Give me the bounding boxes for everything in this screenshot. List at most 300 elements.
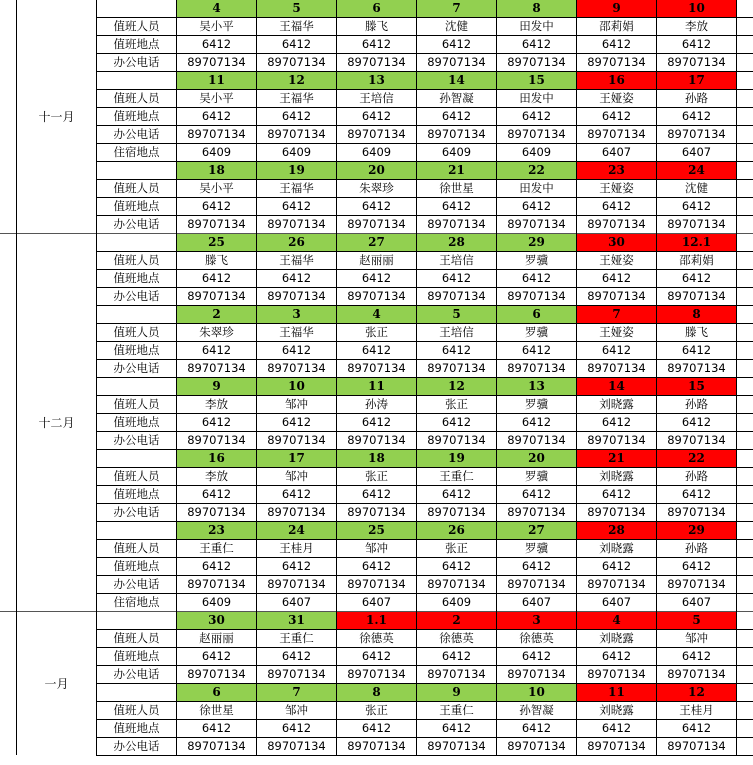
date-header-cell[interactable]: 17: [257, 450, 336, 467]
roster-cell[interactable]: 89707134: [347, 289, 406, 303]
date-header-cell[interactable]: 6: [177, 684, 256, 701]
roster-cell[interactable]: 89707134: [267, 739, 326, 753]
roster-cell[interactable]: 徐德英: [519, 631, 554, 645]
roster-cell[interactable]: 89707134: [267, 577, 326, 591]
roster-cell[interactable]: 张正: [365, 469, 388, 483]
roster-cell[interactable]: 朱翠珍: [359, 181, 394, 195]
roster-cell[interactable]: 王娅姿: [599, 91, 634, 105]
roster-cell[interactable]: 6407: [521, 595, 552, 609]
date-header-cell[interactable]: 6: [497, 306, 576, 323]
roster-cell[interactable]: 6409: [441, 595, 472, 609]
roster-cell[interactable]: 89707134: [587, 667, 646, 681]
roster-cell[interactable]: 89707134: [347, 505, 406, 519]
roster-cell[interactable]: 王福华: [279, 91, 314, 105]
grid-line: [96, 17, 753, 18]
roster-cell[interactable]: 89707134: [507, 739, 566, 753]
date-header-cell[interactable]: 9: [577, 0, 656, 17]
roster-cell[interactable]: 89707134: [267, 505, 326, 519]
roster-cell[interactable]: 赵丽丽: [359, 253, 394, 267]
roster-cell[interactable]: 6412: [681, 343, 712, 357]
date-header-cell[interactable]: 14: [577, 378, 656, 395]
roster-cell[interactable]: 6412: [281, 487, 312, 501]
roster-cell[interactable]: 89707134: [347, 433, 406, 447]
roster-cell[interactable]: 刘晓露: [599, 469, 634, 483]
roster-cell[interactable]: 89707134: [507, 217, 566, 231]
month-label: 十二月: [38, 415, 75, 430]
roster-cell[interactable]: 89707134: [347, 667, 406, 681]
date-header-cell[interactable]: 7: [577, 306, 656, 323]
roster-cell[interactable]: 6407: [601, 595, 632, 609]
roster-cell[interactable]: 孙路: [685, 469, 708, 483]
roster-cell[interactable]: 6412: [201, 199, 232, 213]
roster-cell[interactable]: 6412: [521, 343, 552, 357]
date-header-cell[interactable]: 2: [177, 306, 256, 323]
roster-cell[interactable]: 89707134: [507, 55, 566, 69]
roster-cell[interactable]: 6412: [521, 109, 552, 123]
roster-cell[interactable]: 6412: [361, 649, 392, 663]
roster-cell[interactable]: 6412: [521, 487, 552, 501]
date-header-cell[interactable]: 11: [337, 378, 416, 395]
roster-cell[interactable]: 王重仁: [439, 703, 474, 717]
date-header-cell[interactable]: 8: [497, 0, 576, 17]
roster-cell[interactable]: 89707134: [267, 361, 326, 375]
date-header-cell[interactable]: 3: [497, 612, 576, 629]
roster-cell[interactable]: 刘晓露: [599, 703, 634, 717]
roster-cell[interactable]: 6412: [201, 721, 232, 735]
roster-cell[interactable]: 89707134: [427, 217, 486, 231]
date-header-cell[interactable]: 6: [337, 0, 416, 17]
roster-cell[interactable]: 邹冲: [285, 397, 308, 411]
roster-cell[interactable]: 6412: [601, 559, 632, 573]
roster-cell[interactable]: 罗骥: [525, 253, 548, 267]
date-header-cell[interactable]: 23: [577, 162, 656, 179]
roster-cell[interactable]: 6409: [201, 145, 232, 159]
roster-cell[interactable]: 6412: [521, 415, 552, 429]
roster-cell[interactable]: 89707134: [587, 505, 646, 519]
roster-cell[interactable]: 朱翠珍: [199, 325, 234, 339]
roster-cell[interactable]: 王福华: [279, 19, 314, 33]
date-header-cell[interactable]: 16: [177, 450, 256, 467]
roster-cell[interactable]: 张正: [445, 397, 468, 411]
date-header-cell[interactable]: 31: [257, 612, 336, 629]
roster-cell[interactable]: 89707134: [587, 55, 646, 69]
date-header-cell[interactable]: 2: [417, 612, 496, 629]
roster-cell[interactable]: 滕飞: [205, 253, 228, 267]
roster-cell[interactable]: 6409: [201, 595, 232, 609]
roster-cell[interactable]: 邹冲: [285, 703, 308, 717]
roster-cell[interactable]: 6412: [441, 487, 472, 501]
roster-cell[interactable]: 89707134: [587, 739, 646, 753]
roster-cell[interactable]: 89707134: [187, 577, 246, 591]
roster-cell[interactable]: 89707134: [267, 55, 326, 69]
roster-cell[interactable]: 吴小平: [199, 181, 234, 195]
roster-cell[interactable]: 89707134: [187, 289, 246, 303]
roster-cell[interactable]: 6412: [441, 649, 472, 663]
roster-cell[interactable]: 王娅姿: [599, 253, 634, 267]
roster-cell[interactable]: 李放: [205, 469, 228, 483]
roster-cell[interactable]: 6412: [281, 37, 312, 51]
roster-cell[interactable]: 89707134: [267, 217, 326, 231]
roster-cell[interactable]: 王娅姿: [599, 325, 634, 339]
roster-cell[interactable]: 罗骥: [525, 469, 548, 483]
roster-cell[interactable]: 89707134: [187, 739, 246, 753]
date-header-cell[interactable]: 25: [177, 234, 256, 251]
roster-cell[interactable]: 徐德英: [359, 631, 394, 645]
roster-cell[interactable]: 89707134: [667, 55, 726, 69]
date-header-cell[interactable]: 4: [177, 0, 256, 17]
date-header-cell[interactable]: 21: [417, 162, 496, 179]
roster-cell[interactable]: 6412: [361, 721, 392, 735]
roster-cell[interactable]: 89707134: [587, 433, 646, 447]
roster-cell[interactable]: 6412: [281, 721, 312, 735]
date-header-cell[interactable]: 20: [497, 450, 576, 467]
roster-cell[interactable]: 89707134: [427, 127, 486, 141]
roster-cell[interactable]: 6409: [441, 145, 472, 159]
roster-cell[interactable]: 89707134: [267, 127, 326, 141]
roster-cell[interactable]: 王培信: [439, 325, 474, 339]
roster-cell[interactable]: 6412: [281, 415, 312, 429]
roster-cell[interactable]: 李放: [205, 397, 228, 411]
date-header-cell[interactable]: 27: [337, 234, 416, 251]
roster-cell[interactable]: 6409: [281, 145, 312, 159]
roster-cell[interactable]: 徐德英: [439, 631, 474, 645]
roster-cell[interactable]: 6412: [361, 343, 392, 357]
roster-cell[interactable]: 89707134: [507, 361, 566, 375]
roster-cell[interactable]: 89707134: [427, 667, 486, 681]
roster-cell[interactable]: 6412: [601, 343, 632, 357]
roster-cell[interactable]: 孙智凝: [439, 91, 474, 105]
roster-cell[interactable]: 6412: [281, 199, 312, 213]
roster-cell[interactable]: 孙路: [685, 397, 708, 411]
roster-cell[interactable]: 6412: [681, 199, 712, 213]
roster-cell[interactable]: 6412: [201, 109, 232, 123]
roster-cell[interactable]: 6412: [361, 37, 392, 51]
roster-cell[interactable]: 6412: [681, 271, 712, 285]
roster-cell[interactable]: 6412: [361, 271, 392, 285]
roster-cell[interactable]: 邹冲: [365, 541, 388, 555]
roster-cell[interactable]: 6412: [681, 721, 712, 735]
date-header-cell[interactable]: 29: [497, 234, 576, 251]
roster-cell[interactable]: 6412: [521, 199, 552, 213]
roster-cell[interactable]: 89707134: [347, 217, 406, 231]
roster-cell[interactable]: 6412: [521, 721, 552, 735]
roster-cell[interactable]: 田发中: [519, 91, 554, 105]
roster-cell[interactable]: 赵丽丽: [199, 631, 234, 645]
date-header-cell[interactable]: 3: [257, 306, 336, 323]
roster-cell[interactable]: 6412: [601, 487, 632, 501]
roster-cell[interactable]: 89707134: [507, 667, 566, 681]
roster-cell[interactable]: 张正: [365, 325, 388, 339]
roster-cell[interactable]: 孙智凝: [519, 703, 554, 717]
roster-cell[interactable]: 6409: [361, 145, 392, 159]
roster-cell[interactable]: 89707134: [427, 433, 486, 447]
roster-cell[interactable]: 滕飞: [365, 19, 388, 33]
date-header-cell[interactable]: 10: [657, 0, 736, 17]
roster-cell[interactable]: 6412: [681, 487, 712, 501]
roster-cell[interactable]: 89707134: [427, 505, 486, 519]
month-label: 一月: [44, 676, 69, 691]
roster-cell[interactable]: 6412: [281, 271, 312, 285]
roster-cell[interactable]: 6412: [441, 37, 472, 51]
roster-cell[interactable]: 89707134: [347, 361, 406, 375]
roster-cell[interactable]: 6412: [281, 559, 312, 573]
roster-cell[interactable]: 89707134: [667, 361, 726, 375]
roster-cell[interactable]: 89707134: [187, 361, 246, 375]
roster-cell[interactable]: 孙路: [685, 541, 708, 555]
roster-cell[interactable]: 徐世星: [199, 703, 234, 717]
date-header-cell[interactable]: 8: [657, 306, 736, 323]
date-header-cell[interactable]: 13: [337, 72, 416, 89]
roster-cell[interactable]: 6407: [361, 595, 392, 609]
roster-cell[interactable]: 89707134: [427, 739, 486, 753]
roster-cell[interactable]: 6409: [521, 145, 552, 159]
roster-cell[interactable]: 6412: [361, 415, 392, 429]
roster-cell[interactable]: 6412: [441, 415, 472, 429]
roster-cell[interactable]: 滕飞: [685, 325, 708, 339]
date-header-cell[interactable]: 29: [657, 522, 736, 539]
roster-cell[interactable]: 罗骥: [525, 325, 548, 339]
roster-cell[interactable]: 沈健: [445, 19, 468, 33]
roster-cell[interactable]: 6412: [201, 649, 232, 663]
date-header-cell[interactable]: 9: [177, 378, 256, 395]
roster-cell[interactable]: 6412: [441, 199, 472, 213]
roster-cell[interactable]: 89707134: [267, 667, 326, 681]
date-header-cell[interactable]: 16: [577, 72, 656, 89]
roster-cell[interactable]: 田发中: [519, 19, 554, 33]
roster-cell[interactable]: 6412: [201, 37, 232, 51]
roster-cell[interactable]: 6412: [441, 559, 472, 573]
roster-cell[interactable]: 89707134: [187, 127, 246, 141]
date-header-cell[interactable]: 7: [257, 684, 336, 701]
roster-cell[interactable]: 6412: [441, 721, 472, 735]
roster-cell[interactable]: 6412: [601, 721, 632, 735]
roster-cell[interactable]: 6407: [681, 145, 712, 159]
roster-cell[interactable]: 孙涛: [365, 397, 388, 411]
roster-cell[interactable]: 6412: [361, 109, 392, 123]
roster-cell[interactable]: 6412: [681, 649, 712, 663]
date-header-cell[interactable]: 30: [177, 612, 256, 629]
roster-cell[interactable]: 田发中: [519, 181, 554, 195]
date-header-cell[interactable]: 4: [337, 306, 416, 323]
roster-cell[interactable]: 89707134: [427, 289, 486, 303]
roster-cell[interactable]: 6412: [201, 271, 232, 285]
roster-cell[interactable]: 6407: [681, 595, 712, 609]
grid-line: [96, 521, 753, 522]
date-header-cell[interactable]: 23: [177, 522, 256, 539]
date-header-cell[interactable]: 1.1: [337, 612, 416, 629]
roster-cell[interactable]: 6412: [521, 271, 552, 285]
date-header-cell[interactable]: 30: [577, 234, 656, 251]
date-header-cell[interactable]: 19: [417, 450, 496, 467]
roster-cell[interactable]: 6412: [201, 487, 232, 501]
roster-cell[interactable]: 6412: [441, 343, 472, 357]
roster-cell[interactable]: 6412: [521, 559, 552, 573]
roster-cell[interactable]: 6412: [361, 199, 392, 213]
date-header-cell[interactable]: 21: [577, 450, 656, 467]
date-header-cell[interactable]: 22: [497, 162, 576, 179]
roster-cell[interactable]: 89707134: [667, 289, 726, 303]
roster-cell[interactable]: 6412: [201, 343, 232, 357]
roster-cell[interactable]: 89707134: [347, 577, 406, 591]
roster-cell[interactable]: 罗骥: [525, 397, 548, 411]
roster-cell[interactable]: 孙路: [685, 91, 708, 105]
date-header-cell[interactable]: 28: [577, 522, 656, 539]
roster-cell[interactable]: 6412: [281, 649, 312, 663]
roster-cell[interactable]: 徐世星: [439, 181, 474, 195]
date-header-cell[interactable]: 10: [257, 378, 336, 395]
date-header-cell[interactable]: 15: [497, 72, 576, 89]
date-header-cell[interactable]: 5: [657, 612, 736, 629]
roster-cell[interactable]: 刘晓露: [599, 397, 634, 411]
roster-cell[interactable]: 89707134: [667, 217, 726, 231]
roster-cell[interactable]: 6412: [361, 559, 392, 573]
roster-cell[interactable]: 89707134: [507, 289, 566, 303]
roster-cell[interactable]: 6412: [201, 415, 232, 429]
date-header-cell[interactable]: 11: [177, 72, 256, 89]
date-header-cell[interactable]: 14: [417, 72, 496, 89]
roster-cell[interactable]: 89707134: [667, 127, 726, 141]
roster-cell[interactable]: 6412: [681, 37, 712, 51]
roster-cell[interactable]: 6412: [281, 343, 312, 357]
date-header-cell[interactable]: 12: [657, 684, 736, 701]
date-header-cell[interactable]: 27: [497, 522, 576, 539]
roster-cell[interactable]: 罗骥: [525, 541, 548, 555]
roster-cell[interactable]: 邵莉娟: [599, 19, 634, 33]
roster-cell[interactable]: 89707134: [187, 55, 246, 69]
roster-cell[interactable]: 吴小平: [199, 19, 234, 33]
roster-cell[interactable]: 89707134: [507, 577, 566, 591]
roster-cell[interactable]: 89707134: [667, 505, 726, 519]
roster-cell[interactable]: 6412: [521, 37, 552, 51]
date-header-cell[interactable]: 26: [257, 234, 336, 251]
roster-cell[interactable]: 6412: [601, 109, 632, 123]
roster-cell[interactable]: 6412: [281, 109, 312, 123]
roster-cell[interactable]: 89707134: [587, 577, 646, 591]
date-header-cell[interactable]: 28: [417, 234, 496, 251]
date-header-cell[interactable]: 5: [417, 306, 496, 323]
roster-cell[interactable]: 6412: [601, 649, 632, 663]
roster-cell[interactable]: 89707134: [507, 127, 566, 141]
date-header-cell[interactable]: 11: [577, 684, 656, 701]
roster-cell[interactable]: 89707134: [427, 55, 486, 69]
roster-cell[interactable]: 89707134: [347, 739, 406, 753]
date-header-cell[interactable]: 25: [337, 522, 416, 539]
roster-cell[interactable]: 王重仁: [279, 631, 314, 645]
roster-cell[interactable]: 沈健: [685, 181, 708, 195]
roster-cell[interactable]: 刘晓露: [599, 541, 634, 555]
roster-cell[interactable]: 邹冲: [285, 469, 308, 483]
roster-cell[interactable]: 89707134: [187, 433, 246, 447]
roster-cell[interactable]: 89707134: [187, 505, 246, 519]
roster-cell[interactable]: 吴小平: [199, 91, 234, 105]
date-header-cell[interactable]: 18: [337, 450, 416, 467]
date-header-cell[interactable]: 5: [257, 0, 336, 17]
date-header-cell[interactable]: 12: [257, 72, 336, 89]
roster-cell[interactable]: 89707134: [507, 505, 566, 519]
roster-cell[interactable]: 89707134: [507, 433, 566, 447]
date-header-cell[interactable]: 22: [657, 450, 736, 467]
date-header-cell[interactable]: 18: [177, 162, 256, 179]
roster-cell[interactable]: 王桂月: [279, 541, 314, 555]
roster-cell[interactable]: 89707134: [667, 739, 726, 753]
date-header-cell[interactable]: 9: [417, 684, 496, 701]
roster-cell[interactable]: 6412: [441, 109, 472, 123]
roster-cell[interactable]: 89707134: [427, 577, 486, 591]
roster-cell[interactable]: 89707134: [587, 217, 646, 231]
roster-cell[interactable]: 89707134: [587, 361, 646, 375]
date-header-cell[interactable]: 15: [657, 378, 736, 395]
roster-cell[interactable]: 6407: [601, 145, 632, 159]
roster-cell[interactable]: 89707134: [187, 217, 246, 231]
date-header-cell[interactable]: 26: [417, 522, 496, 539]
roster-cell[interactable]: 6412: [201, 559, 232, 573]
roster-cell[interactable]: 张正: [445, 541, 468, 555]
roster-cell[interactable]: 王桂月: [679, 703, 714, 717]
grid-line: [96, 449, 753, 450]
roster-cell[interactable]: 89707134: [667, 577, 726, 591]
roster-cell[interactable]: 6412: [681, 109, 712, 123]
roster-cell[interactable]: 89707134: [587, 127, 646, 141]
roster-cell[interactable]: 89707134: [267, 289, 326, 303]
date-header-cell[interactable]: 10: [497, 684, 576, 701]
roster-cell[interactable]: 6407: [281, 595, 312, 609]
roster-cell[interactable]: 李放: [685, 19, 708, 33]
roster-cell[interactable]: 6412: [361, 487, 392, 501]
date-header-cell[interactable]: 13: [497, 378, 576, 395]
date-header-cell[interactable]: 20: [337, 162, 416, 179]
roster-cell[interactable]: 王重仁: [199, 541, 234, 555]
date-header-cell[interactable]: 24: [657, 162, 736, 179]
date-header-cell[interactable]: 8: [337, 684, 416, 701]
roster-cell[interactable]: 6412: [521, 649, 552, 663]
roster-cell[interactable]: 邹冲: [685, 631, 708, 645]
roster-cell[interactable]: 王娅姿: [599, 181, 634, 195]
roster-cell[interactable]: 王重仁: [439, 469, 474, 483]
roster-cell[interactable]: 89707134: [267, 433, 326, 447]
roster-cell[interactable]: 89707134: [587, 289, 646, 303]
roster-cell[interactable]: 89707134: [667, 667, 726, 681]
row-label: 办公电话: [113, 361, 160, 375]
date-header-cell[interactable]: 4: [577, 612, 656, 629]
roster-cell[interactable]: 6412: [601, 199, 632, 213]
roster-cell[interactable]: 6412: [681, 559, 712, 573]
roster-cell[interactable]: 王福华: [279, 253, 314, 267]
roster-cell[interactable]: 王培信: [359, 91, 394, 105]
roster-cell[interactable]: 89707134: [347, 127, 406, 141]
roster-cell[interactable]: 邵莉娟: [679, 253, 714, 267]
roster-cell[interactable]: 张正: [365, 703, 388, 717]
roster-cell[interactable]: 王培信: [439, 253, 474, 267]
date-header-cell[interactable]: 12: [417, 378, 496, 395]
roster-cell[interactable]: 89707134: [187, 667, 246, 681]
roster-cell[interactable]: 王福华: [279, 325, 314, 339]
roster-cell[interactable]: 6412: [601, 37, 632, 51]
roster-cell[interactable]: 89707134: [667, 433, 726, 447]
roster-cell[interactable]: 6412: [441, 271, 472, 285]
date-header-cell[interactable]: 19: [257, 162, 336, 179]
roster-cell[interactable]: 6412: [601, 415, 632, 429]
date-header-cell[interactable]: 12.1: [657, 234, 736, 251]
date-header-cell[interactable]: 17: [657, 72, 736, 89]
roster-cell[interactable]: 王福华: [279, 181, 314, 195]
roster-cell[interactable]: 刘晓露: [599, 631, 634, 645]
roster-cell[interactable]: 89707134: [427, 361, 486, 375]
roster-cell[interactable]: 6412: [601, 271, 632, 285]
roster-cell[interactable]: 6412: [681, 415, 712, 429]
date-header-cell[interactable]: 7: [417, 0, 496, 17]
roster-cell[interactable]: 89707134: [347, 55, 406, 69]
date-header-cell[interactable]: 24: [257, 522, 336, 539]
